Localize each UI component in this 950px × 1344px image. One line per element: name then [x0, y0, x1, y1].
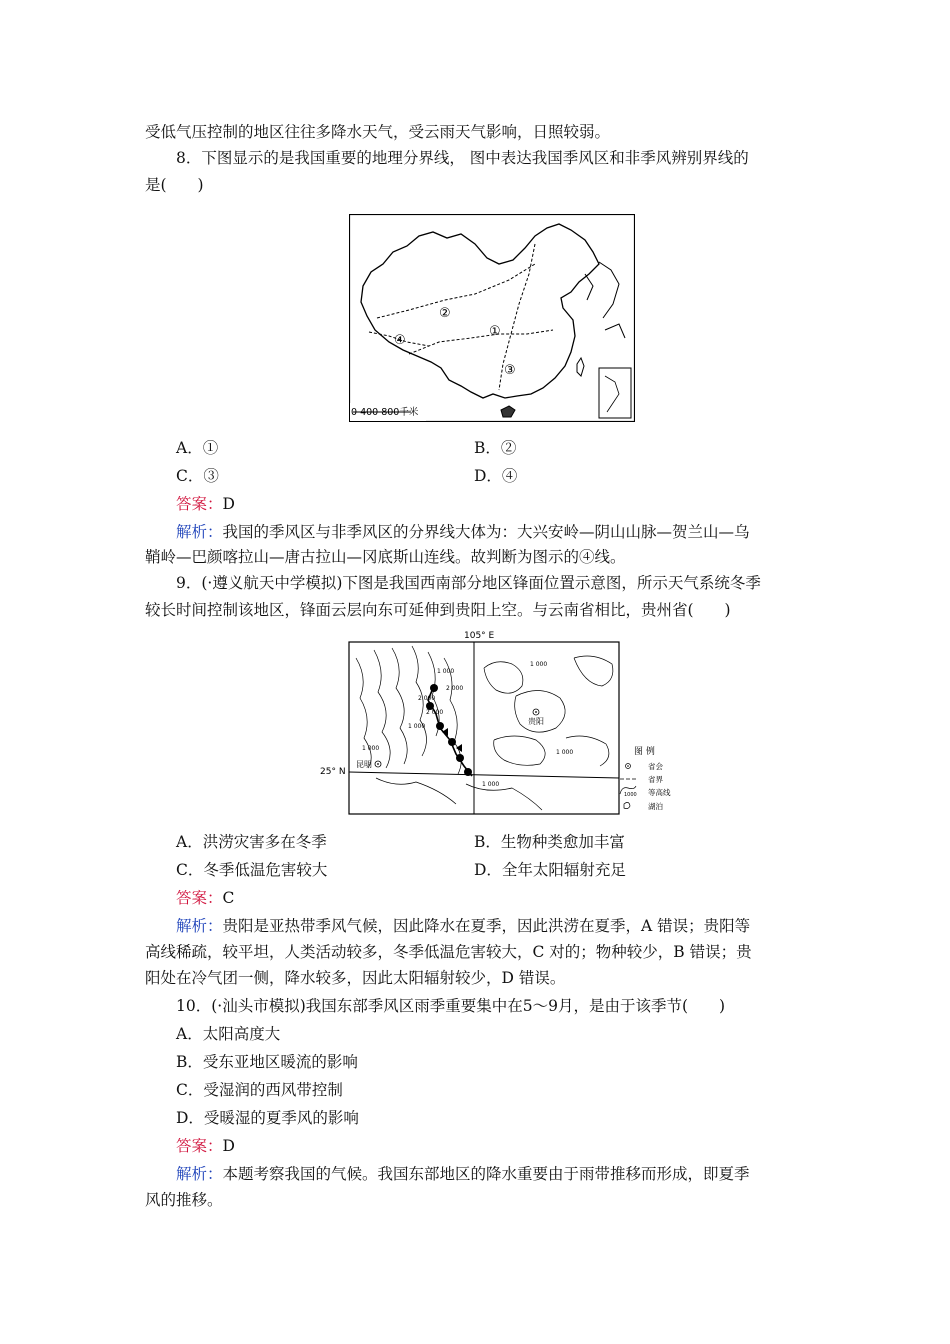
southwest-front-map [316, 628, 676, 818]
q9-analysis-line2: 高线稀疏，较平坦，人类活动较多，冬季低温危害较大，C 对的；物种较少，B 错误；贵 [145, 943, 752, 961]
contour-label: 1 000 [408, 723, 426, 730]
analysis-text: 我国的季风区与非季风区的分界线大体为：大兴安岭—阴山山脉—贺兰山—乌 [222, 523, 750, 541]
legend-lake: 湖泊 [648, 802, 663, 811]
label-4: ④ [394, 333, 406, 348]
q9-answer [176, 887, 234, 909]
answer-label: 答案： [176, 495, 223, 513]
q10-analysis-line2: 风的推移。 [145, 1191, 223, 1209]
q8-option-b: B．② [474, 439, 517, 457]
analysis-label: 解析： [176, 523, 223, 541]
q10-stem: 10．(·汕头市模拟)我国东部季风区雨季重要集中在5～9月，是由于该季节( ) [176, 997, 726, 1015]
answer-value: D [222, 1137, 235, 1155]
q9-analysis-line3: 阳处在冷气团一侧，降水较多，因此太阳辐射较少，D 错误。 [145, 969, 566, 987]
q10-option-d: D．受暖湿的夏季风的影响 [176, 1109, 359, 1127]
q9-stem-line2: 较长时间控制该地区，锋面云层向东可延伸到贵阳上空。与云南省相比，贵州省( ) [145, 601, 731, 619]
q8-option-a: A．① [176, 439, 219, 457]
q9-option-c: C．冬季低温危害较大 [176, 861, 328, 879]
q10-option-b: B．受东亚地区暖流的影响 [176, 1053, 358, 1071]
contour-label: 2 000 [446, 685, 464, 692]
contour-label: 2 000 [426, 709, 444, 716]
china-boundary-map [349, 214, 635, 422]
contour-label: 1 000 [530, 661, 548, 668]
city-guiyang: 贵阳 [528, 717, 544, 726]
legend-border: 省界 [648, 775, 663, 784]
q10-option-a: A．太阳高度大 [176, 1025, 281, 1043]
answer-value: C [222, 889, 235, 907]
lon-label: 105° E [464, 631, 495, 641]
q8-stem-line1: 8．下图显示的是我国重要的地理分界线， 图中表达我国季风区和非季风辨别界线的 [176, 149, 749, 167]
answer-value: D [222, 495, 235, 513]
label-3: ③ [504, 363, 516, 378]
q8-stem-line2: 是( ) [145, 176, 204, 194]
q8-answer [176, 493, 235, 515]
legend-capital: 省会 [648, 762, 663, 771]
legend-sample: 1000 [624, 792, 637, 798]
q8-analysis-line2: 鞘岭—巴颜喀拉山—唐古拉山—冈底斯山连线。故判断为图示的④线。 [145, 548, 626, 566]
q10-analysis-line1 [176, 1163, 750, 1185]
analysis-label: 解析： [176, 1165, 223, 1183]
contour-label: 1 000 [437, 668, 455, 675]
contour-label: 1 000 [556, 749, 574, 756]
q9-option-a: A．洪涝灾害多在冬季 [176, 833, 327, 851]
q9-option-b: B．生物种类愈加丰富 [474, 833, 625, 851]
map-scale: 0 400 800千米 [351, 407, 419, 418]
q9-stem-line1: 9．(·遵义航天中学模拟)下图是我国西南部分地区锋面位置示意图，所示天气系统冬季 [176, 574, 761, 592]
q10-option-c: C．受湿润的西风带控制 [176, 1081, 343, 1099]
analysis-text: 贵阳是亚热带季风气候，因此降水在夏季，因此洪涝在夏季，A 错误；贵阳等 [222, 917, 751, 935]
answer-label: 答案： [176, 1137, 223, 1155]
q8-option-c: C．③ [176, 467, 219, 485]
contour-label: 1 000 [482, 781, 500, 788]
intro-text: 受低气压控制的地区往往多降水天气，受云雨天气影响，日照较弱。 [145, 123, 611, 141]
q8-option-d: D．④ [474, 467, 518, 485]
legend-title: 图 例 [634, 747, 655, 757]
city-kunming: 昆明 [356, 760, 372, 769]
legend-contour: 等高线 [648, 788, 671, 797]
analysis-label: 解析： [176, 917, 223, 935]
contour-label: 1 000 [362, 745, 380, 752]
label-1: ① [489, 324, 501, 339]
q8-analysis-line1 [176, 521, 750, 543]
q9-analysis-line1 [176, 915, 750, 937]
q10-answer [176, 1135, 235, 1157]
label-2: ② [439, 306, 451, 321]
lat-label: 25° N [320, 767, 346, 777]
analysis-text: 本题考察我国的气候。我国东部地区的降水重要由于雨带推移而形成，即夏季 [222, 1165, 750, 1183]
contour-label: 2 000 [418, 695, 436, 702]
answer-label: 答案： [176, 889, 223, 907]
q9-option-d: D．全年太阳辐射充足 [474, 861, 626, 879]
